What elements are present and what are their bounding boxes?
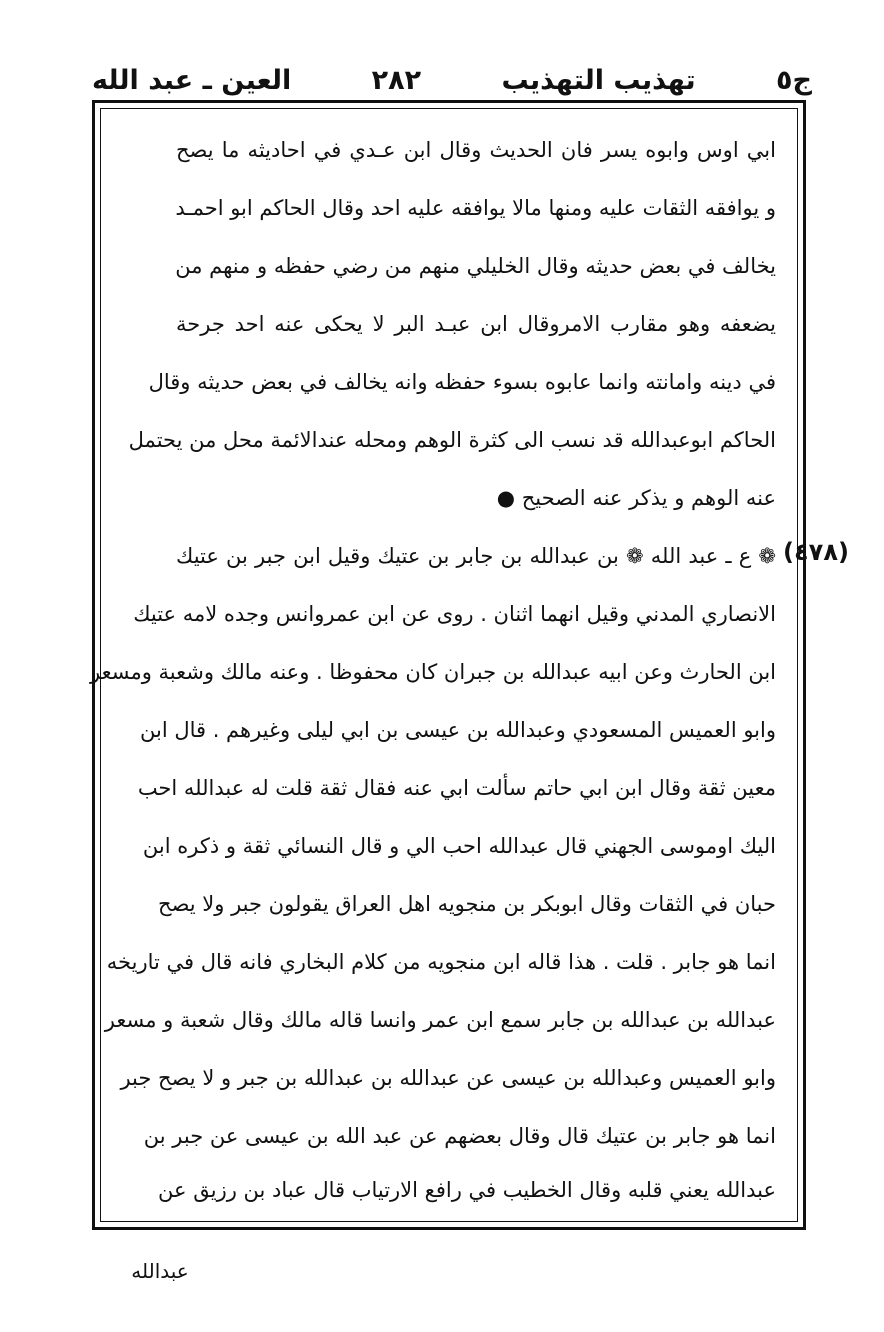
text-line: عبدالله بن عبدالله بن جابر سمع ابن عمر وانسا قاله مالك وقال شعبة و مسعر (104, 1008, 776, 1032)
text-line: في دينه وامانته وانما عابوه بسوء حفظه وانه يخالف في بعض حديثه وقال (148, 370, 776, 394)
page-header (92, 58, 812, 102)
text-line: ابي اوس وابوه يسر فان الحديث وقال ابن عـدي في احاديثه ما يصح (176, 138, 776, 162)
text-line: الحاكم ابوعبدالله قد نسب الى كثرة الوهم ومحله عندالائمة محل من يحتمل (128, 428, 776, 452)
text-line: انما هو جابر بن عتيك قال وقال بعضهم عن عبد الله بن عيسى عن جبر بن (143, 1124, 776, 1148)
text-line: وابو العميس وعبدالله بن عيسى عن عبدالله بن عبدالله بن جبر و لا يصح جبر (120, 1066, 776, 1090)
volume-label: ج٥ (776, 64, 812, 96)
text-line: وابو العميس المسعودي وعبدالله بن عيسى بن ابي ليلى وغيرهم . قال ابن (139, 718, 776, 742)
section-title: العين ـ عبد الله (92, 64, 292, 96)
text-line: اليك اوموسى الجهني قال عبدالله احب الي و قال النسائي ثقة و ذكره ابن (142, 834, 776, 858)
text-line: عبدالله يعني قلبه وقال الخطيب في رافع الارتياب قال عباد بن رزيق عن (158, 1178, 776, 1202)
text-line: يخالف في بعض حديثه وقال الخليلي منهم من رضي حفظه و منهم من (175, 254, 776, 278)
page-number: ٢٨٢ (371, 64, 422, 96)
text-line: الانصاري المدني وقيل انهما اثنان . روى عن ابن عمروانس وجده لامه عتيك (133, 602, 776, 626)
text-line: عنه الوهم و يذكر عنه الصحيح ● (496, 486, 776, 510)
book-title: تهذيب التهذيب (501, 64, 696, 96)
text-line: ابن الحارث وعن ابيه عبدالله بن جبران كان محفوظا . وعنه مالك وشعبة ومسعر (90, 660, 776, 684)
text-line: حبان في الثقات وقال ابوبكر بن منجويه اهل العراق يقولون جبر ولا يصح (158, 892, 776, 916)
text-line: يضعفه وهو مقارب الامروقال ابن عبـد البر لا يحكى عنه احد جرحة (176, 312, 776, 336)
text-line: معين ثقة وقال ابن ابي حاتم سألت ابي عنه فقال ثقة قلت له عبدالله احب (137, 776, 776, 800)
entry-heading-line: ❁ ع ـ عبد الله ❁ بن عبدالله بن جابر بن عتيك وقيل ابن جبر بن عتيك (176, 544, 776, 568)
text-line: انما هو جابر . قلت . هذا قاله ابن منجويه من كلام البخاري فانه قال في تاريخه (106, 950, 776, 974)
text-line: و يوافقه الثقات عليه ومنها مالا يوافقه عليه احد وقال الحاكم ابو احمـد (175, 196, 776, 220)
entry-number: (٤٧٨) (783, 538, 849, 566)
catchword: عبدالله (131, 1259, 189, 1283)
